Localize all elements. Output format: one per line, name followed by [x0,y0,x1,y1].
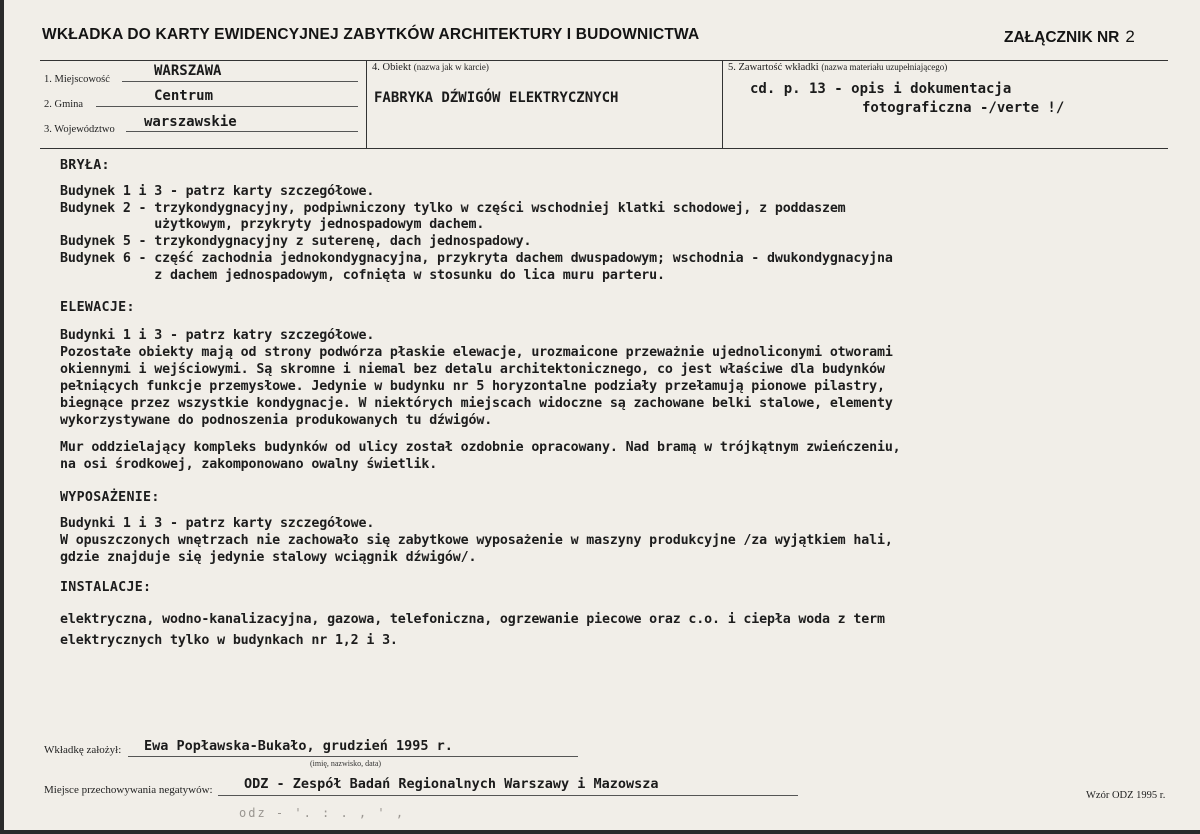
obiekt-value: FABRYKA DŹWIGÓW ELEKTRYCZNYCH [374,90,619,106]
wojewodztwo-underline [126,131,358,132]
attachment-number: 2 [1125,27,1135,46]
body-line: elektryczna, wodno-kanalizacyjna, gazowa, telefoniczna, ogrzewanie piecowe oraz c.o. i ciepła woda z term [60,612,885,627]
form-title: WKŁADKA DO KARTY EWIDENCYJNEJ ZABYTKÓW ARCHITEKTURY I BUDOWNICTWA [42,26,700,43]
miejsce-underline [218,795,798,796]
zawartosc-line-2: fotograficzna -/verte !/ [862,100,1065,116]
zalozyl-hint: (imię, nazwisko, data) [310,759,382,768]
body-line: Budynek 5 - trzykondygnacyjny z suterenę, dach jednospadowy. [60,234,532,249]
body-line: użytkowym, przykryty jednospadowym dachem. [60,217,485,232]
body-line: Budynek 1 i 3 - patrz karty szczegółowe. [60,184,375,199]
body-line: elektrycznych tylko w budynkach nr 1,2 i 3. [60,633,398,648]
body-line: Budynki 1 i 3 - patrz katry szczegółowe. [60,328,375,343]
body-line: z dachem jednospadowym, cofnięta w stosunku do lica muru parteru. [60,268,665,283]
zalozyl-label: Wkładkę założył: [44,744,122,756]
obiekt-label [372,62,489,73]
zawartosc-label-text: 5. Zawartość wkładki [728,62,819,73]
grid-divider-1 [366,60,367,148]
wojewodztwo-value: warszawskie [144,114,237,130]
zalozyl-underline [128,756,578,757]
body-line: wykorzystywane do podnoszenia produkowanych tu dźwigów. [60,413,493,428]
body-line: pełniących funkcje przemysłowe. Jedynie w budynku nr 5 horyzontalne podziały przełamują pionowe pilastry, [60,379,885,394]
zawartosc-label [728,62,947,73]
wojewodztwo-label: 3. Województwo [44,124,115,135]
form-version: Wzór ODZ 1995 r. [1086,790,1166,801]
grid-bottom-line [40,148,1168,149]
obiekt-hint: (nazwa jak w karcie) [413,62,489,72]
zawartosc-hint: (nazwa materiału uzupełniającego) [821,62,948,72]
section-heading-instalacje: INSTALACJE: [60,580,152,595]
zawartosc-line-1: cd. p. 13 - opis i dokumentacja [750,81,1012,97]
miejscowosc-underline [122,81,358,82]
obiekt-label-text: 4. Obiekt [372,62,412,73]
body-line: Budynki 1 i 3 - patrz karty szczegółowe. [60,516,375,531]
miejscowosc-label: 1. Miejscowość [44,74,110,85]
grid-top-line [40,60,1168,61]
body-line: Pozostałe obiekty mają od strony podwórza płaskie elewacje, urozmaicone przeważnie ujednoliconymi otworami [60,345,893,360]
attachment-label: ZAŁĄCZNIK NR [1004,29,1120,46]
body-line: gdzie znajduje się jedynie stalowy wciągnik dźwigów/. [60,550,477,565]
body-line: Budynek 2 - trzykondygnacyjny, podpiwniczony tylko w części wschodniej klatki schodowej, z poddaszem [60,201,846,216]
miejsce-value: ODZ - Zespół Badań Regionalnych Warszawy i Mazowsza [244,776,659,792]
body-line: Budynek 6 - część zachodnia jednokondygnacyjna, przykryta dachem dwuspadowym; wschodnia - dwukondygnacyjna [60,251,893,266]
section-heading-elewacje: ELEWACJE: [60,300,135,315]
body-line: biegnące przez wszystkie kondygnacje. W niektórych miejscach widoczne są zachowane belki stalowe, elementy [60,396,893,411]
miejscowosc-value: WARSZAWA [154,63,222,79]
gmina-label: 2. Gmina [44,99,84,110]
gmina-value: Centrum [154,88,214,104]
body-line: na osi środkowej, zakomponowano owalny świetlik. [60,457,438,472]
faint-marks: odz - '. : . , ' , [239,806,406,820]
miejsce-label: Miejsce przechowywania negatywów: [44,784,213,796]
section-heading-wyposazenie: WYPOSAŻENIE: [60,490,160,505]
section-heading-bryla: BRYŁA: [60,158,110,173]
body-line: Mur oddzielający kompleks budynków od ulicy został ozdobnie opracowany. Nad bramą w trójkątnym zwieńczeniu, [60,440,901,455]
grid-divider-2 [722,60,723,148]
body-line: okiennymi i wejściowymi. Są skromne i niemal bez detalu architektonicznego, co jest właściwe dla budynków [60,362,885,377]
gmina-underline [96,106,358,107]
body-line: W opuszczonych wnętrzach nie zachowało się zabytkowe wyposażenie w maszyny produkcyjne /za wyjątkiem hali, [60,533,893,548]
zalozyl-value: Ewa Popławska-Bukało, grudzień 1995 r. [144,738,453,754]
attachment-number-label [1004,27,1135,47]
